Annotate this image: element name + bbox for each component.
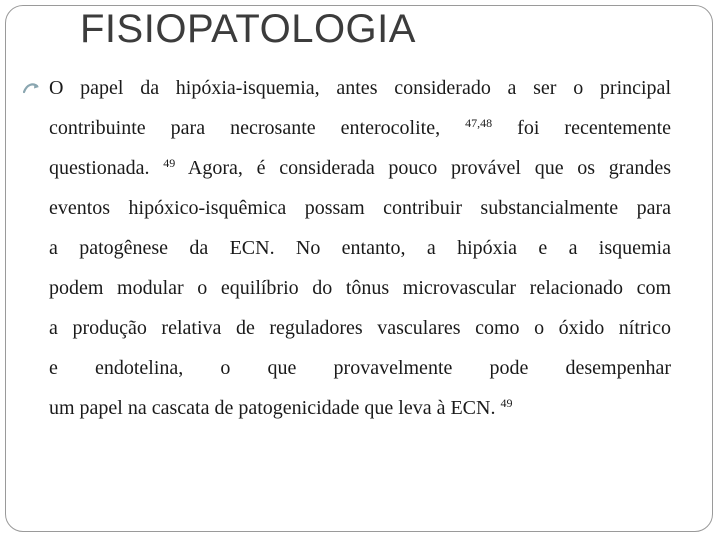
slide-title: FISIOPATOLOGIA <box>80 7 416 51</box>
paragraph-text: Agora, é considerada pouco provável que os grandes <box>187 157 672 179</box>
paragraph-line <box>49 232 671 272</box>
curved-arrow-bullet-icon <box>23 81 41 95</box>
paragraph-text: eventos hipóxico-isquêmica possam contribuir substancialmente para <box>49 197 671 219</box>
paragraph-line <box>49 112 671 152</box>
paragraph-line <box>49 312 671 352</box>
paragraph-text: contribuinte para necrosante enterocolite, <box>49 117 441 139</box>
paragraph-line <box>49 352 671 392</box>
paragraph-text: e endotelina, o que provavelmente pode desempenhar <box>49 357 671 379</box>
paragraph-text: O papel da hipóxia-isquemia, antes considerado a ser o principal <box>49 77 671 99</box>
paragraph-line <box>49 272 671 312</box>
paragraph-text: a patogênese da ECN. No entanto, a hipóxia e a isquemia <box>49 237 671 259</box>
paragraph-line <box>49 192 671 232</box>
paragraph-line <box>49 392 671 432</box>
citation-superscript: 49 <box>500 396 513 410</box>
citation-superscript: 49 <box>163 156 176 170</box>
paragraph-text: a produção relativa de reguladores vasculares como o óxido nítrico <box>49 317 671 339</box>
paragraph-line <box>49 152 671 192</box>
bullet-paragraph <box>49 72 671 432</box>
paragraph-line <box>49 72 671 112</box>
paragraph-text: questionada. <box>49 157 150 179</box>
paragraph-text: podem modular o equilíbrio do tônus microvascular relacionado com <box>49 277 671 299</box>
paragraph-text: um papel na cascata de patogenicidade que leva à ECN. <box>49 397 496 419</box>
paragraph-text: foi recentemente <box>517 117 672 139</box>
citation-superscript: 47,48 <box>465 116 493 130</box>
